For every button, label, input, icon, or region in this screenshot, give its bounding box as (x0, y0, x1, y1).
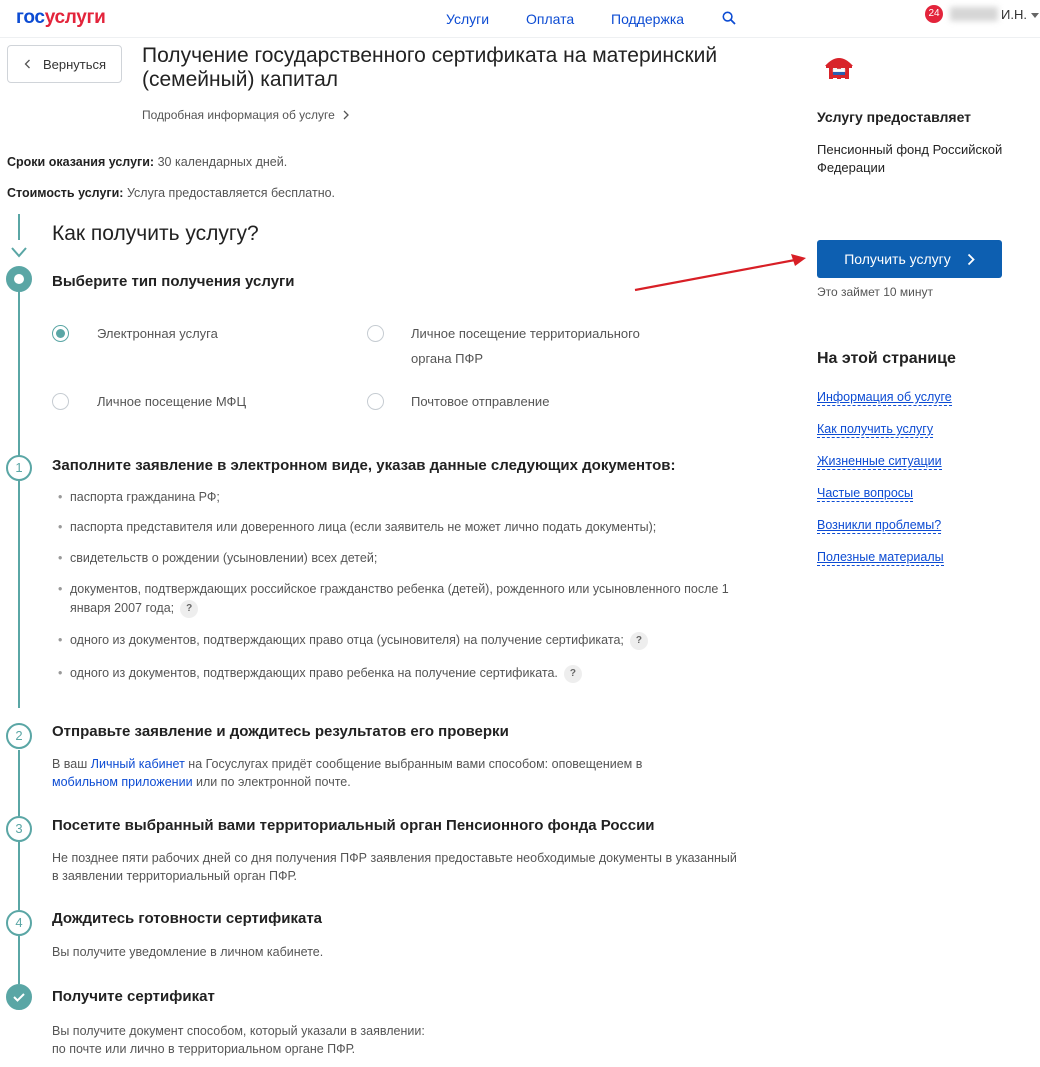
logo-part-2: услуги (44, 7, 106, 28)
annotation-arrow (630, 250, 812, 295)
radio-post-label[interactable]: Почтовое отправление (411, 394, 550, 409)
step-5-title: Получите сертификат (52, 988, 215, 1005)
mobile-app-link[interactable]: мобильном приложении (52, 775, 193, 789)
get-service-button-label: Получить услугу (844, 251, 951, 267)
radio-pfr-visit[interactable] (367, 325, 384, 342)
timeline-line (18, 214, 20, 240)
step-4-text: Вы получите уведомление в личном кабинете. (52, 945, 324, 959)
provider-name: Пенсионный фонд Российской Федерации (817, 142, 1003, 175)
service-term (7, 155, 287, 169)
how-to-title: Как получить услугу? (52, 222, 259, 245)
doc-item-text: свидетельств о рождении (усыновлении) всех детей; (70, 551, 378, 565)
nav-support[interactable]: Поддержка (611, 11, 685, 27)
help-icon[interactable]: ? (564, 665, 582, 683)
service-term-label: Сроки оказания услуги: (7, 155, 155, 169)
radio-pfr-visit-label[interactable]: Личное посещение территориального органа ПФР (411, 326, 640, 366)
onpage-link-life-situations[interactable]: Жизненные ситуации (817, 454, 942, 468)
header-divider (0, 37, 1040, 38)
doc-item (58, 488, 748, 507)
search-icon[interactable] (722, 11, 736, 25)
user-name-blurred (950, 7, 998, 21)
doc-item-text: паспорта представителя или доверенного лица (если заявитель не может лично подать документы); (70, 520, 657, 534)
doc-item-text: одного из документов, подтверждающих право ребенка на получение сертификата. (70, 666, 558, 680)
down-arrow-icon (11, 244, 27, 260)
doc-item (58, 549, 748, 568)
step-4-title: Дождитесь готовности сертификата (52, 910, 323, 927)
step-1-title: Заполните заявление в электронном виде, указав данные следующих документов: (52, 457, 676, 474)
doc-item-text (70, 580, 748, 618)
help-icon[interactable]: ? (630, 632, 648, 650)
step-3-title: Посетите выбранный вами территориальный орган Пенсионного фонда России (52, 817, 655, 834)
step-2-bullet: 2 (6, 723, 32, 749)
personal-cabinet-link[interactable]: Личный кабинет (90, 757, 185, 771)
service-cost (7, 186, 335, 200)
doc-item-text: паспорта гражданина РФ; (70, 490, 220, 504)
timeline-line (18, 936, 20, 984)
step-current-bullet (6, 266, 32, 292)
step-5-text-2: по почте или лично в территориальном органе ПФР. (52, 1042, 356, 1056)
pfr-logo-icon (822, 52, 856, 82)
nav-payment[interactable]: Оплата (526, 11, 575, 27)
chevron-left-icon (24, 59, 31, 69)
onpage-link-faq[interactable]: Частые вопросы (817, 486, 914, 500)
gosuslugi-logo[interactable] (16, 7, 106, 29)
nav-services[interactable]: Услуги (446, 11, 490, 27)
step-1-bullet: 1 (6, 455, 32, 481)
more-info-link[interactable] (142, 108, 349, 122)
check-icon (8, 986, 30, 1008)
onpage-link-info[interactable]: Информация об услуге (817, 390, 952, 404)
chevron-right-icon (343, 110, 349, 120)
doc-item (58, 580, 748, 618)
doc-item-text: одного из документов, подтверждающих право отца (усыновителя) на получение сертификата; (70, 633, 624, 647)
doc-item (58, 631, 748, 650)
back-button[interactable] (7, 45, 122, 83)
step-2-text-b: на Госуслугах придёт сообщение выбранным вами способом: оповещением в (184, 757, 643, 771)
step-choose-type-title: Выберите тип получения услуги (52, 273, 295, 290)
service-term-value: 30 календарных дней. (157, 155, 288, 169)
time-estimate: Это займет 10 минут (817, 285, 933, 299)
doc-item (58, 664, 748, 683)
chevron-right-icon (967, 253, 975, 266)
onpage-link-problems[interactable]: Возникли проблемы? (817, 518, 942, 532)
doc-item-text-value: документов, подтверждающих российское гражданство ребенка (детей), рожденного или усыновленного после 1 января 2007 года; (70, 582, 729, 615)
doc-item (58, 518, 748, 537)
radio-post[interactable] (367, 393, 384, 410)
provider-label: Услугу предоставляет (817, 109, 972, 125)
step-5-text-1: Вы получите документ способом, который указали в заявлении: (52, 1024, 425, 1038)
radio-electronic-label[interactable]: Электронная услуга (97, 326, 218, 341)
radio-electronic[interactable] (52, 325, 69, 342)
user-initials[interactable]: И.Н. (1001, 7, 1027, 22)
caret-down-icon[interactable] (1031, 13, 1039, 18)
on-this-page-title: На этой странице (817, 350, 956, 367)
notifications-badge[interactable]: 24 (925, 5, 943, 23)
onpage-link-how[interactable]: Как получить услугу (817, 422, 934, 436)
onpage-link-materials[interactable]: Полезные материалы (817, 550, 944, 564)
radio-mfc-visit-label[interactable]: Личное посещение МФЦ (97, 394, 247, 409)
service-cost-label: Стоимость услуги: (7, 186, 124, 200)
step-5-text (52, 1022, 752, 1058)
step-final-bullet (6, 984, 32, 1010)
page-title: Получение государственного сертификата на материнский (семейный) капитал (142, 44, 718, 91)
step-3-text: Не позднее пяти рабочих дней со дня получения ПФР заявления предоставьте необходимые документы в указанный в заявлении территориальный орган ПФР. (52, 851, 737, 883)
step-3-bullet: 3 (6, 816, 32, 842)
logo-part-1: гос (16, 7, 45, 28)
timeline-line (18, 842, 20, 910)
timeline-line (18, 290, 20, 708)
service-cost-value: Услуга предоставляется бесплатно. (126, 186, 336, 200)
step-2-text-c: или по электронной почте. (192, 775, 351, 789)
more-info-label: Подробная информация об услуге (142, 108, 335, 122)
step-2-text (52, 755, 752, 791)
back-button-label: Вернуться (43, 56, 107, 72)
step-2-text-a: В ваш (52, 757, 91, 771)
step-4-bullet: 4 (6, 910, 32, 936)
help-icon[interactable]: ? (180, 600, 198, 618)
get-service-button[interactable] (817, 240, 1002, 278)
radio-mfc-visit[interactable] (52, 393, 69, 410)
timeline-line (18, 750, 20, 816)
step-2-title: Отправьте заявление и дождитесь результатов его проверки (52, 723, 509, 740)
